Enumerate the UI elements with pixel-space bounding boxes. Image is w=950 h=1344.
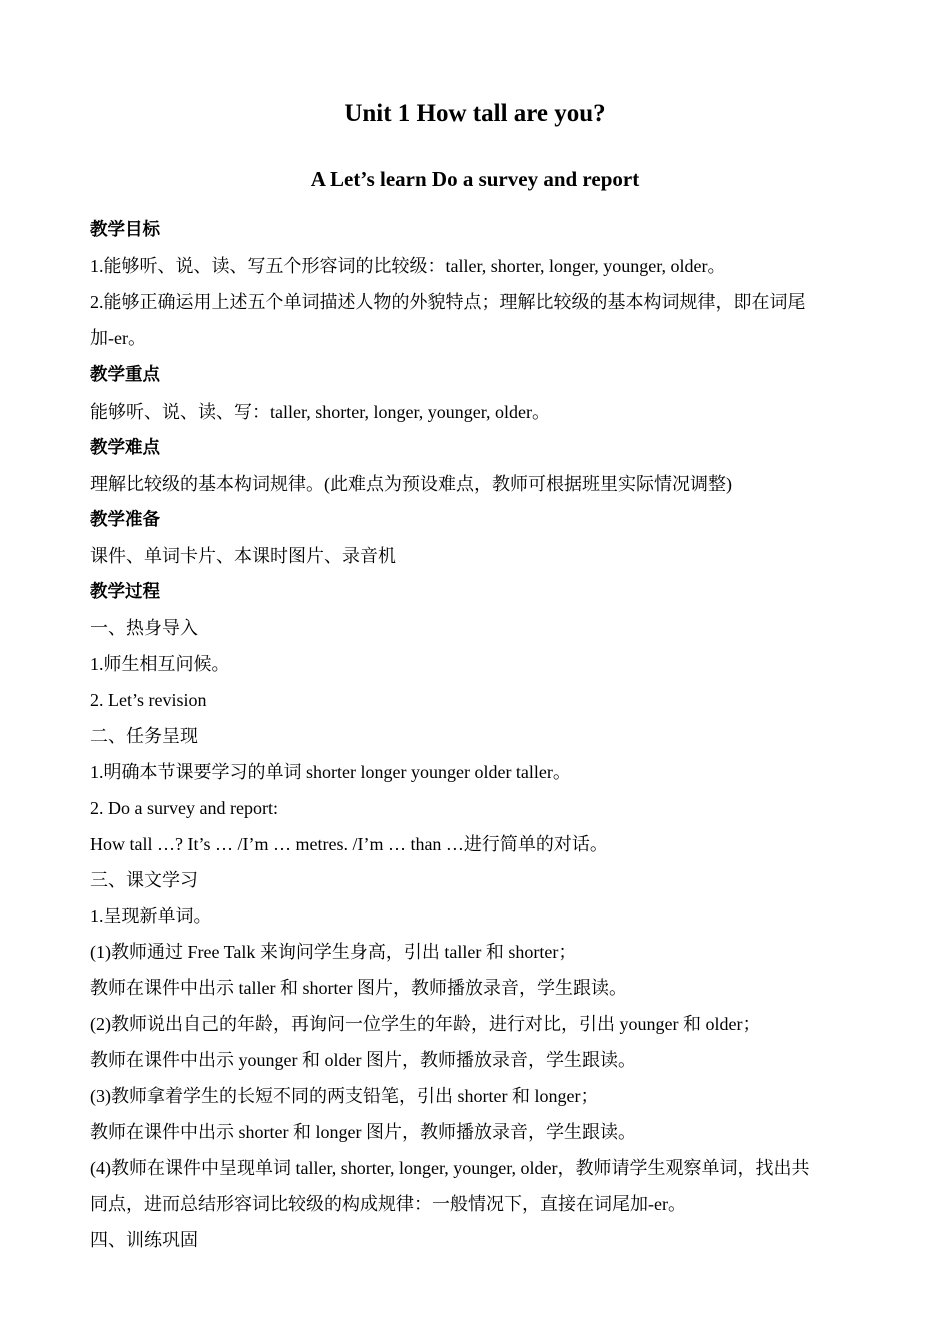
learning-item-3: (3)教师拿着学生的长短不同的两支铅笔，引出 shorter 和 longer； xyxy=(90,1086,599,1106)
learning-step-1: 1.呈现新单词。 xyxy=(90,906,212,926)
learning-item-3-detail: 教师在课件中出示 shorter 和 longer 图片，教师播放录音，学生跟读。 xyxy=(90,1122,636,1142)
learning-item-4: (4)教师在课件中呈现单词 taller, shorter, longer, younger, older，教师请学生观察单词，找出共 xyxy=(90,1158,810,1178)
heading-process: 教学过程 xyxy=(90,582,160,602)
learning-item-4-cont: 同点，进而总结形容词比较级的构成规律：一般情况下，直接在词尾加-er。 xyxy=(90,1194,686,1214)
goal-line-2-cont: 加-er。 xyxy=(90,328,146,348)
goal-line-1: 1.能够听、说、读、写五个形容词的比较级：taller, shorter, longer, younger, older。 xyxy=(90,256,726,276)
section-warmup: 一、热身导入 xyxy=(90,618,198,638)
learning-item-1: (1)教师通过 Free Talk 来询问学生身高，引出 taller 和 shorter； xyxy=(90,942,577,962)
task-step-2-dialogue: How tall …? It’s … /I’m … metres. /I’m … than …进行简单的对话。 xyxy=(90,834,608,854)
learning-item-2: (2)教师说出自己的年龄，再询问一位学生的年龄，进行对比，引出 younger 和 older； xyxy=(90,1014,761,1034)
heading-difficulties: 教学难点 xyxy=(90,438,160,458)
task-step-2: 2. Do a survey and report: xyxy=(90,798,278,818)
preparation-text: 课件、单词卡片、本课时图片、录音机 xyxy=(90,546,396,566)
heading-teaching-goals: 教学目标 xyxy=(90,220,160,240)
learning-item-2-detail: 教师在课件中出示 younger 和 older 图片，教师播放录音，学生跟读。 xyxy=(90,1050,636,1070)
heading-key-points: 教学重点 xyxy=(90,365,160,385)
difficulties-text: 理解比较级的基本构词规律。(此难点为预设难点，教师可根据班里实际情况调整) xyxy=(90,474,732,494)
task-step-1: 1.明确本节课要学习的单词 shorter longer younger older taller。 xyxy=(90,762,571,782)
warmup-step-1: 1.师生相互问候。 xyxy=(90,654,230,674)
key-points-text: 能够听、说、读、写：taller, shorter, longer, younger, older。 xyxy=(90,402,551,422)
warmup-step-2: 2. Let’s revision xyxy=(90,690,207,710)
goal-line-2: 2.能够正确运用上述五个单词描述人物的外貌特点；理解比较级的基本构词规律，即在词尾 xyxy=(90,292,806,312)
section-practice: 四、训练巩固 xyxy=(90,1230,198,1250)
heading-preparation: 教学准备 xyxy=(90,510,160,530)
section-task: 二、任务呈现 xyxy=(90,726,198,746)
learning-item-1-detail: 教师在课件中出示 taller 和 shorter 图片，教师播放录音，学生跟读。 xyxy=(90,978,627,998)
document-title: Unit 1 How tall are you? xyxy=(344,100,606,127)
document-subtitle: A Let’s learn Do a survey and report xyxy=(310,167,640,191)
section-text-learning: 三、课文学习 xyxy=(90,870,198,890)
